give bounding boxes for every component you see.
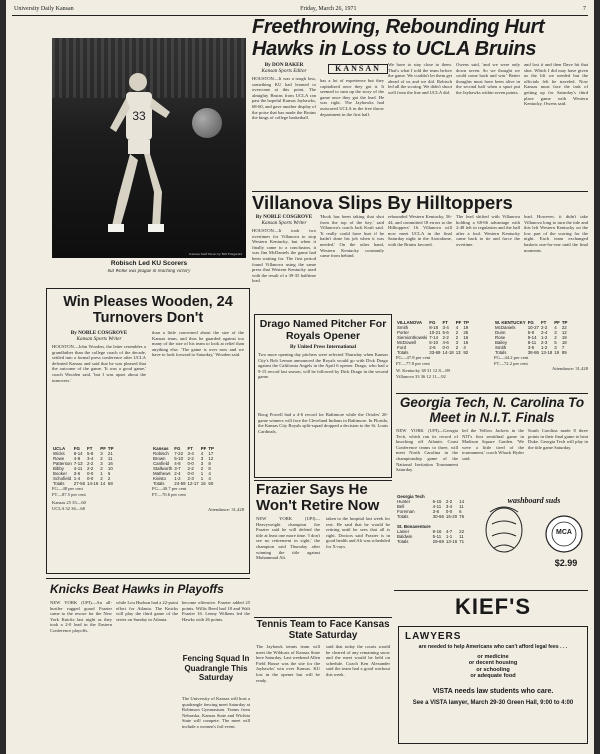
table-cell: 5-9: [527, 330, 535, 335]
nit-box-score: [396, 494, 478, 588]
table-cell: 12: [561, 330, 567, 335]
table-cell: 3-9: [527, 345, 535, 350]
villanova-attendance: Attendance: 31,428: [552, 366, 588, 372]
table-cell: 4-7: [445, 529, 453, 534]
table-cell: Rose: [495, 335, 506, 340]
table-cell: 3: [455, 340, 459, 345]
table-cell: Bailey: [495, 340, 507, 345]
table-cell: 11: [107, 456, 113, 461]
villanova-byline: By NOBLE COSGROVE Kansan Sports Writer: [255, 214, 313, 226]
table-cell: 2: [100, 476, 103, 481]
column-header: FT: [87, 446, 93, 451]
lawyers-vista: VISTA needs law students who care.: [432, 687, 554, 695]
table-cell: 2: [100, 456, 103, 461]
table-cell: 2-2: [187, 466, 194, 471]
table-cell: 16: [107, 461, 113, 466]
table-cell: 8-11: [527, 340, 537, 345]
page-number: 7: [583, 5, 586, 12]
divider: [396, 393, 588, 394]
table-cell: 11: [459, 504, 464, 509]
lawyers-line-2: or medicine: [477, 653, 509, 660]
column-header: PF: [200, 446, 207, 451]
villanova-fg-pct: FG—47.8 per cent: [396, 355, 431, 360]
column-header: FG: [429, 320, 436, 325]
table-cell: 3-4: [445, 504, 453, 509]
table-cell: 8-18: [429, 325, 439, 330]
table-cell: 3-4: [442, 325, 449, 330]
table-cell: Kivisto: [153, 476, 166, 481]
table-cell: Stallworth: [153, 466, 173, 471]
fencing-body: The University of Kansas will host a quadrangle fencing meet Saturday at Robinson Gymnasium. Teams from Nebraska, Kansas State and Wichita State will compete. The meet will include a women's foil event.: [182, 696, 250, 729]
table-cell: 4: [208, 471, 211, 476]
table-cell: Mathews: [153, 471, 171, 476]
table-cell: 10-21: [429, 330, 441, 335]
table-cell: Dunn: [495, 330, 506, 335]
table-cell: 9-14: [527, 335, 537, 340]
drago-body-1: Two more opening day pitchers were selected Thursday when Kansas City's Bob Lemon announced the Royals would go with Dick Drago against the California Angels in the April 6 opener. Drago, who had a 9-15 record last season, will be followed by Dick Drago in the second game.: [258, 352, 388, 380]
lead-photo: [52, 38, 246, 258]
table-cell: 8-14: [73, 451, 83, 456]
table-cell: Lanier: [397, 529, 410, 534]
wk-box-score: [494, 320, 588, 392]
lawyers-line-4: or schooling: [476, 666, 510, 673]
table-cell: 2-4: [174, 471, 181, 476]
team-name: Georgia Tech: [397, 494, 425, 499]
table-cell: McDowell: [397, 340, 417, 345]
villanova-body-2: 'Hook has been taking that shot from the top of the key,' said Villanova's coach Jack Kraft said. 'It really could have hurt if he hadn't done his job when it was needed.' On the other hand, Western Kentucky constantly came from behind.: [320, 214, 384, 259]
table-cell: 2: [100, 466, 103, 471]
wooden-col-1: By NOBLE COSGROVE Kansan Sports Writer HOUSTON—John Wooden, the letter resembles a grandfather than the college coach of the decade, settled into a formal press conference after UCLA defeated Kansas and said that he was pleased that the outcome of the game. 'It was a good game,' coach Wooden said, 'but I was upset about the turnovers.': [52, 330, 146, 383]
table-cell: 2-3: [540, 340, 548, 345]
lawyers-line-3: or decent housing: [468, 660, 518, 666]
table-cell: Patterson: [53, 461, 72, 466]
table-cell: 5-10: [174, 456, 184, 461]
photo-caption-sub: but Wolke was plague in reaching victory: [107, 269, 191, 274]
wk-fg-pct: FG—44.2 per cent: [494, 355, 529, 360]
table-cell: 4: [554, 325, 557, 330]
villanova-col-1: By NOBLE COSGROVE Kansan Sports Writer HOUSTON—It took two overtimes for Villanova to stop Western Kentucky, but when it finally came to a conclusion, it was Jim McDaniels the game had been waiting for. The first period found Villanova using the same press that Western Kentucky used with the result of a 39-35 halftime lead.: [252, 214, 316, 284]
table-cell: Totals: [153, 481, 165, 486]
table-cell: 2-4: [540, 330, 548, 335]
knicks-body-2: while Lou Hudson had a 22-point effort for Atlanta. The Knicks will play the third game of the series on Sunday in Atlanta.: [116, 600, 178, 622]
table-cell: 71: [459, 539, 465, 544]
table-cell: Smith: [397, 325, 409, 330]
table-cell: 17: [208, 451, 214, 456]
drago-byline: By United Press International: [289, 344, 357, 350]
table-cell: 2-2: [445, 499, 453, 504]
table-cell: 3-6: [432, 509, 440, 514]
table-cell: 6: [107, 471, 111, 476]
table-cell: 1-1: [445, 534, 453, 539]
team-name: Kansas: [153, 446, 169, 451]
table-cell: 3: [200, 461, 204, 466]
table-cell: Siemiontkowski: [397, 335, 428, 340]
frazier-body-1: NEW YORK (UPI)—Heavyweight champion Joe Frazier said he will defend the title at least one more time. 'I don't see no retirement in sight,' the champion said Thursday after winning the title against Muhammad Ali.: [256, 516, 320, 561]
table-cell: 22: [561, 325, 567, 330]
table-cell: 7-14: [429, 335, 439, 340]
table-cell: 19: [561, 335, 567, 340]
table-cell: Booker: [53, 471, 67, 476]
table-cell: 2-2: [442, 335, 449, 340]
wash-ad-price: $2.99: [554, 558, 578, 568]
score-kansas: Kansas 25 35—60: [52, 500, 86, 506]
table-cell: 0-0: [87, 476, 94, 481]
table-cell: 1: [200, 476, 204, 481]
lead-body-3: We have to stay close to them. That's what I told the team before the game. We couldn't let them get ahead of us and we did. Robisch led all the scoring. We didn't shoot well from the line and UCLA did.: [388, 62, 452, 95]
divider: [254, 617, 392, 618]
table-cell: 1-2: [540, 345, 548, 350]
table-cell: 0-0: [187, 471, 194, 476]
table-cell: 21: [107, 451, 113, 456]
table-cell: 1-2: [174, 476, 181, 481]
table-cell: 14-16: [87, 481, 99, 486]
wk-stats-table: [494, 320, 568, 355]
table-cell: 13: [455, 350, 461, 355]
table-cell: 13-18: [540, 350, 553, 355]
score-ucla: UCLA 32 36—68: [52, 505, 85, 511]
table-cell: 19: [554, 350, 560, 355]
ucla-box-score: [52, 446, 144, 570]
georgia-headline: Georgia Tech, N. Carolina To Meet in N.I.T. Finals: [399, 395, 585, 425]
lead-col-1: [252, 62, 316, 190]
fencing-headline: Fencing Squad In Quadrangle This Saturday: [182, 654, 250, 682]
table-cell: 2-2: [87, 461, 94, 466]
villanova-body-3: rebounded Western Kentucky, 56-44, and committed 18 errors to the Hilltoppers' 16. Villanova will now meet UCLA in the final Saturday night in the Astrodome, with the Bruins favored.: [388, 214, 452, 247]
lawyers-contact: See a VISTA lawyer, March 29-30 Green Hall, 9:00 to 4:00: [412, 700, 574, 706]
lawyers-line-5: or adequate food: [470, 673, 516, 679]
villanova-ft-pct: FT—77.8 per cent: [396, 360, 430, 366]
divider: [254, 480, 392, 481]
table-cell: 2: [455, 330, 459, 335]
issue-date: Friday, March 26, 1971: [300, 5, 357, 12]
table-cell: 12-17: [187, 481, 199, 486]
table-cell: 0-0: [442, 345, 449, 350]
table-cell: Baldwin: [397, 534, 413, 539]
table-cell: 33-69: [429, 350, 441, 355]
table-cell: 5-11: [432, 534, 442, 539]
table-cell: Totals: [397, 514, 409, 519]
team-name: UCLA: [53, 446, 66, 451]
table-cell: Robisch: [153, 451, 169, 456]
table-cell: 9-16: [432, 529, 442, 534]
kansas-ft-pct: FT—70.6 per cent: [152, 491, 186, 497]
table-cell: Ford: [397, 345, 407, 350]
column-header: FG: [73, 446, 80, 451]
column-header: PF: [100, 446, 106, 451]
knicks-body-3: become offensive. Frazier added 25 points. Willis Reed had 18 and Walt Frazier 16. Lenny Wilkens led the Hawks with 26 points.: [182, 600, 250, 622]
table-cell: 11: [459, 534, 464, 539]
table-cell: 10: [107, 466, 113, 471]
georgia-body-1: NEW YORK (UPI)—Georgia Tech, which ran its record of knocking off Atlantic Coast Conference teams to three, will meet North Carolina in the championship game of the National Invitation Tournament Saturday.: [396, 428, 458, 473]
table-cell: 89: [561, 350, 567, 355]
table-cell: 12: [208, 456, 214, 461]
kansas-fg-pct: FG—40.7 per cent: [152, 486, 187, 491]
table-cell: Totals: [495, 350, 507, 355]
divider: [46, 578, 250, 579]
basketball: [192, 108, 222, 138]
photo-credit: Kansan Staff Photo by Bill Fitzgerald: [189, 252, 242, 256]
villanova-box-score: [396, 320, 492, 392]
table-cell: 10-27: [527, 325, 539, 330]
table-cell: 2: [455, 335, 459, 340]
table-cell: 19: [463, 325, 469, 330]
lead-body-4: Owens said, 'and we were only down seven. So we thought we could come back and win.' Better thoughts must have been alive in the second half when a spurt put the Jayhawks within seven points.: [456, 62, 520, 95]
table-cell: Schofield: [53, 476, 72, 481]
ucla-fg-pct: FG—48 per cent: [52, 486, 83, 491]
table-cell: Smith: [495, 345, 507, 350]
table-cell: 3: [100, 451, 103, 456]
table-cell: McDaniels: [495, 325, 516, 330]
table-cell: 6-10: [429, 340, 439, 345]
column-header: FT: [442, 320, 448, 325]
table-cell: 5-8: [87, 451, 94, 456]
table-cell: 14: [459, 499, 465, 504]
table-cell: 8: [208, 461, 211, 466]
table-cell: 3-4: [187, 451, 194, 456]
table-cell: 38-86: [527, 350, 539, 355]
kansas-stats-table: [152, 446, 215, 486]
table-cell: 1-4: [73, 476, 81, 481]
column-header: FG: [174, 446, 181, 451]
table-cell: Bell: [397, 504, 405, 509]
georgia-body-2: led the Yellow Jackets in the NIT's first semifinal game in Madison Square Garden. 'We were a little tired of the tournament,' coach Whack Hyder said.: [462, 428, 524, 461]
column-header: FG: [527, 320, 534, 325]
table-cell: 60: [208, 481, 214, 486]
frazier-headline: Frazier Says He Won't Retire Now: [256, 482, 380, 514]
table-cell: Canfield: [153, 461, 170, 466]
table-cell: 2-2: [87, 466, 94, 471]
table-cell: 6-15: [432, 499, 442, 504]
wk-ft-pct: FT—72.2 per cent: [494, 360, 528, 366]
kiefs-ad[interactable]: KIEF'S: [454, 594, 532, 619]
wash-ad-badge: MCA: [556, 529, 572, 536]
table-cell: 16: [463, 335, 469, 340]
column-header: FT: [187, 446, 193, 451]
table-cell: 1-2: [540, 335, 548, 340]
lead-body-2: has a lot of experience but they capitalized once they got it. It seemed to sum up the story of the game once they got the lead. He was right. The Jayhawks had outscored UCLA in the free throw department in the first half.: [320, 78, 384, 117]
table-cell: 2: [554, 335, 557, 340]
table-cell: Porter: [397, 330, 409, 335]
villanova-headline: Villanova Slips By Hilltoppers: [252, 193, 513, 213]
divider: [252, 191, 588, 192]
team-name: St. Bonaventure: [397, 524, 431, 529]
table-cell: 24-59: [174, 481, 186, 486]
table-cell: 4-8: [73, 456, 81, 461]
drago-headline: Drago Named Pitcher For Royals Opener: [259, 318, 387, 342]
table-cell: 4: [455, 325, 459, 330]
kansan-logo: KANSAN: [328, 64, 388, 74]
table-cell: 16-20: [445, 514, 458, 519]
table-cell: 7-13: [73, 461, 83, 466]
lead-body-5: and lost it and then Dave hit that shot. Which I did may have given us the lift we needed but the officials felt he traveled. Now Kansas must face the task of getting up for Saturday's third place game with Western Kentucky, Owens said.: [524, 62, 588, 107]
table-cell: 25: [463, 330, 469, 335]
table-cell: Rowe: [53, 456, 65, 461]
table-cell: 3: [200, 456, 204, 461]
wooden-headline: Win Pleases Wooden, 24 Turnovers Don't: [63, 294, 233, 326]
table-cell: Totals: [397, 539, 409, 544]
table-cell: 1: [100, 471, 103, 476]
villanova-body-4: The lead shifted with Villanova holding a 68-66 advantage with 2:48 left in regulation and the ball after a foul. Western Kentucky came back to tie and force the overtime.: [456, 214, 520, 247]
column-header: FT: [540, 320, 547, 325]
table-cell: 3-4: [87, 456, 94, 461]
wash-ad-name: washboard suds: [507, 496, 561, 505]
table-row: [396, 539, 465, 544]
table-cell: 13-16: [445, 539, 458, 544]
lawyers-title: LAWYERS: [405, 631, 462, 642]
table-cell: Bibby: [53, 466, 64, 471]
table-cell: 7: [561, 345, 565, 350]
column-header: PF: [455, 320, 462, 325]
villanova-body-5: lead. However, it didn't take Villanova long to turn the tide and this left Western Kentucky on the low part of the scoring for the night. Each team exchanged baskets one-for-one until the final moments.: [524, 214, 588, 253]
table-cell: 2: [200, 466, 204, 471]
villanova-stats-table: [396, 320, 470, 355]
table-cell: 3: [554, 330, 557, 335]
table-cell: 3-7: [174, 466, 181, 471]
ucla-ft-pct: FT—87.5 per cent: [52, 491, 86, 497]
knicks-body-1: NEW YORK (UPI)—An all-hustler rugged guard Frazier came to the rescue for the New York Knicks last night as they took a 2-0 lead in the Eastern Conference playoffs.: [50, 600, 112, 633]
table-cell: 4-11: [432, 504, 442, 509]
player-silhouette: [104, 68, 174, 238]
table-cell: 4: [208, 476, 211, 481]
table-cell: 27-56: [73, 481, 86, 486]
table-cell: 2: [455, 345, 459, 350]
table-cell: 3: [554, 345, 557, 350]
knicks-headline: Knicks Beat Hawks in Playoffs: [50, 582, 224, 596]
table-cell: 22: [459, 529, 465, 534]
table-cell: Hunter: [397, 499, 411, 504]
kansas-box-score: [152, 446, 244, 570]
table-cell: 14-18: [442, 350, 454, 355]
table-cell: 4: [200, 451, 204, 456]
table-cell: 0-0: [87, 471, 94, 476]
table-cell: 92: [463, 350, 469, 355]
table-cell: 6: [459, 509, 462, 514]
ucla-stats-table: [52, 446, 115, 486]
table-cell: 76: [459, 514, 465, 519]
team-name: W. KENTUCKY: [495, 320, 526, 325]
table-cell: 4-11: [73, 466, 83, 471]
lawyers-line-1: are needed to help Americans who can't afford legal fees . . .: [418, 644, 568, 650]
newspaper-page: [6, 0, 594, 754]
table-cell: 0-0: [187, 461, 194, 466]
table-cell: Foreman: [397, 509, 415, 514]
divider: [394, 590, 588, 591]
table-cell: 2-2: [540, 325, 548, 330]
table-cell: 1: [200, 471, 204, 476]
table-cell: 5: [554, 340, 557, 345]
drago-body-2: Boog Powell had a 4-6 record for Baltimore while the Orioles' 20-game winners will face the Cleveland Indians in Baltimore. In Florida, the Kansas City Royals split-squad dropped a decision to the St. Louis Cardinals.: [258, 412, 388, 434]
lead-byline: By DON BAKER Kansan Sports Editor: [261, 62, 307, 74]
table-cell: 3: [100, 461, 103, 466]
table-cell: 4-6: [442, 340, 449, 345]
tennis-headline: Tennis Team to Face Kansas State Saturday: [256, 619, 390, 641]
wooden-body-2: than a little concerned about the size of the Kansas team, and thus he guarded against too many of the size of his team to look at relief than anything else. 'The game is over now and we have to look forward to Saturday,' Wooden said.: [152, 330, 244, 358]
table-cell: 30-66: [432, 514, 444, 519]
tennis-body-1: The Jayhawk tennis team will meet the Wildcats of Kansas State here Saturday. Last weekend Allen Field House was the site for the Jayhawks' win over Kansas. KU lost in the opener but will be ready.: [256, 644, 320, 683]
wooden-attendance: Attendance: 31,428: [208, 507, 244, 513]
nit-stats-table: [396, 494, 465, 544]
table-cell: 3-6: [73, 471, 81, 476]
tennis-body-2: said that today the courts would be cleared of any remaining snow and the meet would be held on schedule. Coach Ken Alexander said the team had a good workout this week.: [326, 644, 390, 677]
table-cell: 7-22: [174, 451, 184, 456]
column-header: TP: [107, 446, 114, 451]
table-cell: 18: [561, 340, 567, 345]
column-header: TP: [561, 320, 568, 325]
frazier-body-2: taken to the hospital last week for rest. He said that he would be retiring until he sees that all is right. Doctors said Frazier is in good health and Ali was scheduled for X-rays.: [326, 516, 390, 549]
table-cell: 8: [208, 466, 211, 471]
svg-text:33: 33: [132, 109, 146, 123]
column-header: TP: [208, 446, 214, 451]
column-header: PF: [554, 320, 560, 325]
table-cell: Totals: [397, 350, 409, 355]
table-cell: 5-6: [442, 330, 449, 335]
lead-body-1: HOUSTON—It was a tough loss, something KU had learned to overcome at this point. The almighty Bruins from UCLA ran past the hopeful Kansas Jayhawks, 68-60, and gave another display of the poise that has made the Bruins the kings of college basketball.: [252, 76, 316, 121]
paper-name: University Daily Kansan: [14, 5, 74, 12]
table-cell: Brown: [153, 456, 166, 461]
masthead: [12, 2, 588, 16]
table-cell: Totals: [53, 481, 65, 486]
table-cell: 14: [100, 481, 106, 486]
team-name: VILLANOVA: [397, 320, 423, 325]
score-wk: W. Kentucky 38 31 12 8—89: [396, 368, 450, 374]
table-cell: 16: [200, 481, 206, 486]
table-cell: 2-2: [187, 456, 194, 461]
table-cell: Wicks: [53, 451, 65, 456]
table-cell: 68: [107, 481, 113, 486]
table-cell: 4: [463, 345, 466, 350]
table-cell: 2-6: [429, 345, 436, 350]
lead-headline: Freethrowing, Rebounding Hurt Hawks in Loss to UCLA Bruins: [252, 16, 545, 60]
washboard-suds-ad[interactable]: [480, 494, 588, 576]
photo-caption-title: Robisch Led KU Scorers: [110, 260, 188, 267]
table-cell: 2: [107, 476, 111, 481]
table-cell: 4-8: [174, 461, 181, 466]
georgia-body-3: South Carolina made 8 three points in their final game to beat Duke. Georgia Tech will play in the title game Saturday.: [528, 428, 588, 450]
table-cell: 2-3: [187, 476, 194, 481]
table-cell: 29-69: [432, 539, 444, 544]
table-cell: 16: [463, 340, 469, 345]
table-cell: 0-0: [445, 509, 453, 514]
column-header: TP: [463, 320, 469, 325]
score-villanova: Villanova 33 36 12 11—92: [396, 373, 446, 379]
vista-lawyers-ad[interactable]: [398, 626, 588, 744]
